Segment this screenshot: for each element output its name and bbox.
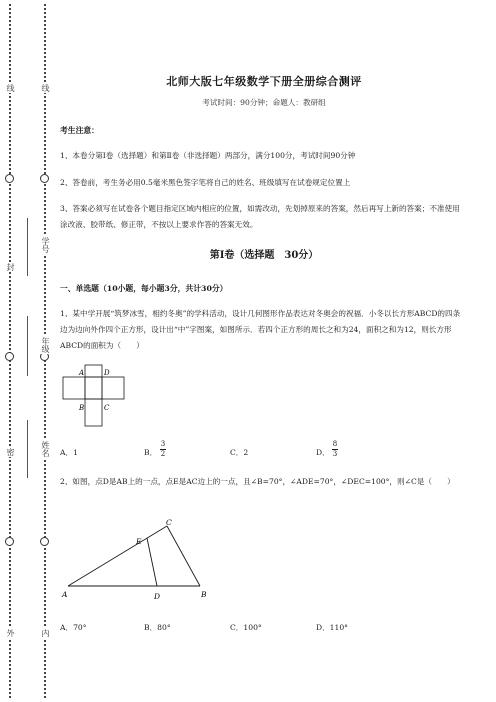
label-c: C bbox=[104, 404, 110, 412]
question-2-figure bbox=[60, 516, 220, 606]
label-b: B bbox=[79, 404, 85, 412]
exam-subtitle: 考试时间：90分钟；命题人：教研组 bbox=[202, 98, 326, 107]
q1-option-b-fraction bbox=[159, 440, 167, 459]
outer-circle-mark bbox=[5, 537, 14, 546]
question-1-figure bbox=[60, 362, 130, 428]
binding-margin bbox=[0, 0, 58, 702]
outer-dotted-line bbox=[9, 4, 11, 698]
left-square bbox=[63, 377, 85, 399]
label-a: A bbox=[79, 369, 85, 377]
segment-ac bbox=[68, 526, 167, 586]
student-id-label: 学号 bbox=[41, 237, 50, 253]
grade-blank bbox=[27, 316, 28, 376]
label-d: D bbox=[154, 592, 161, 601]
outer-label-secret: 密 bbox=[6, 448, 15, 456]
inner-label-line: 线 bbox=[41, 84, 50, 92]
notice-item: 3、答案必须写在试卷各个题目指定区域内相应的位置，如需改动，先划掉原来的答案，然后再写上新的答案；不准使用涂改液、胶带纸、修正带，不按以上要求作答的答案无效。 bbox=[60, 204, 460, 229]
question-1-text: 1、某中学开展“筑梦冰雪，相约冬奥”的学科活动，设计几何图形作品表达对冬奥会的祝福．小冬以长方形ABCD的四条边为边向外作四个正方形，设计出“中”字图案，如图所示．若四个正方形的周长之和为24，面积之和为12，则长方形ABCD的面积为（ ） bbox=[60, 309, 461, 350]
fraction-denominator: 2 bbox=[160, 450, 166, 458]
rectangle-abcd bbox=[85, 377, 102, 399]
label-e: E bbox=[136, 537, 142, 546]
q2-option-b: B．80° bbox=[144, 623, 171, 632]
outer-circle-mark bbox=[5, 352, 14, 361]
section-title: 第Ⅰ卷（选择题 30分） bbox=[209, 250, 319, 261]
fraction-denominator: 3 bbox=[332, 450, 338, 458]
outer-label-seal: 封 bbox=[6, 263, 15, 271]
grade-label: 年级 bbox=[41, 337, 50, 353]
name-blank bbox=[27, 420, 28, 478]
outer-circle-mark bbox=[5, 174, 14, 183]
q1-option-a: A．1 bbox=[60, 448, 78, 457]
question-2-text: 2、如图，点D是AB上的一点，点E是AC边上的一点，且∠B=70°，∠ADE=70°，∠DEC=100°，则∠C是（ ） bbox=[60, 477, 455, 486]
outer-label-line: 线 bbox=[6, 84, 15, 92]
exam-title: 北师大版七年级数学下册全册综合测评 bbox=[166, 75, 362, 88]
q1-option-c: C．2 bbox=[230, 448, 249, 457]
notice-heading: 考生注意： bbox=[60, 126, 99, 135]
q2-option-d: D．110° bbox=[316, 623, 348, 632]
segment-de bbox=[147, 538, 157, 586]
part-heading: 一、单选题（10小题，每小题3分，共计30分） bbox=[60, 284, 228, 293]
q1-option-b-prefix: B． bbox=[144, 448, 158, 457]
q1-option-d-fraction bbox=[331, 440, 339, 459]
q2-option-a: A．70° bbox=[60, 623, 87, 632]
label-a: A bbox=[62, 590, 68, 599]
right-square bbox=[102, 377, 124, 399]
inner-circle-mark bbox=[40, 537, 49, 546]
fraction-numerator: 3 bbox=[160, 440, 166, 448]
outer-label-outside: 外 bbox=[6, 629, 15, 637]
notice-item: 1、本卷分第Ⅰ卷（选择题）和第Ⅱ卷（非选择题）两部分，满分100分，考试时间90分钟 bbox=[60, 151, 356, 160]
label-d: D bbox=[104, 369, 110, 377]
q2-option-c: C．100° bbox=[230, 623, 262, 632]
notice-item: 2、答卷前，考生务必用0.5毫米黑色签字笔将自己的姓名、班级填写在试卷规定位置上 bbox=[60, 178, 351, 187]
fraction-numerator: 8 bbox=[332, 440, 338, 448]
inner-circle-mark bbox=[40, 174, 49, 183]
name-label: 姓名 bbox=[41, 441, 50, 457]
inner-label-inside: 内 bbox=[41, 629, 50, 637]
student-id-blank bbox=[27, 218, 28, 276]
segment-bc bbox=[167, 526, 200, 586]
q1-option-d-prefix: D． bbox=[316, 448, 330, 457]
bottom-square bbox=[85, 399, 102, 426]
top-square bbox=[85, 365, 102, 377]
label-c: C bbox=[166, 518, 172, 527]
label-b: B bbox=[201, 590, 207, 599]
